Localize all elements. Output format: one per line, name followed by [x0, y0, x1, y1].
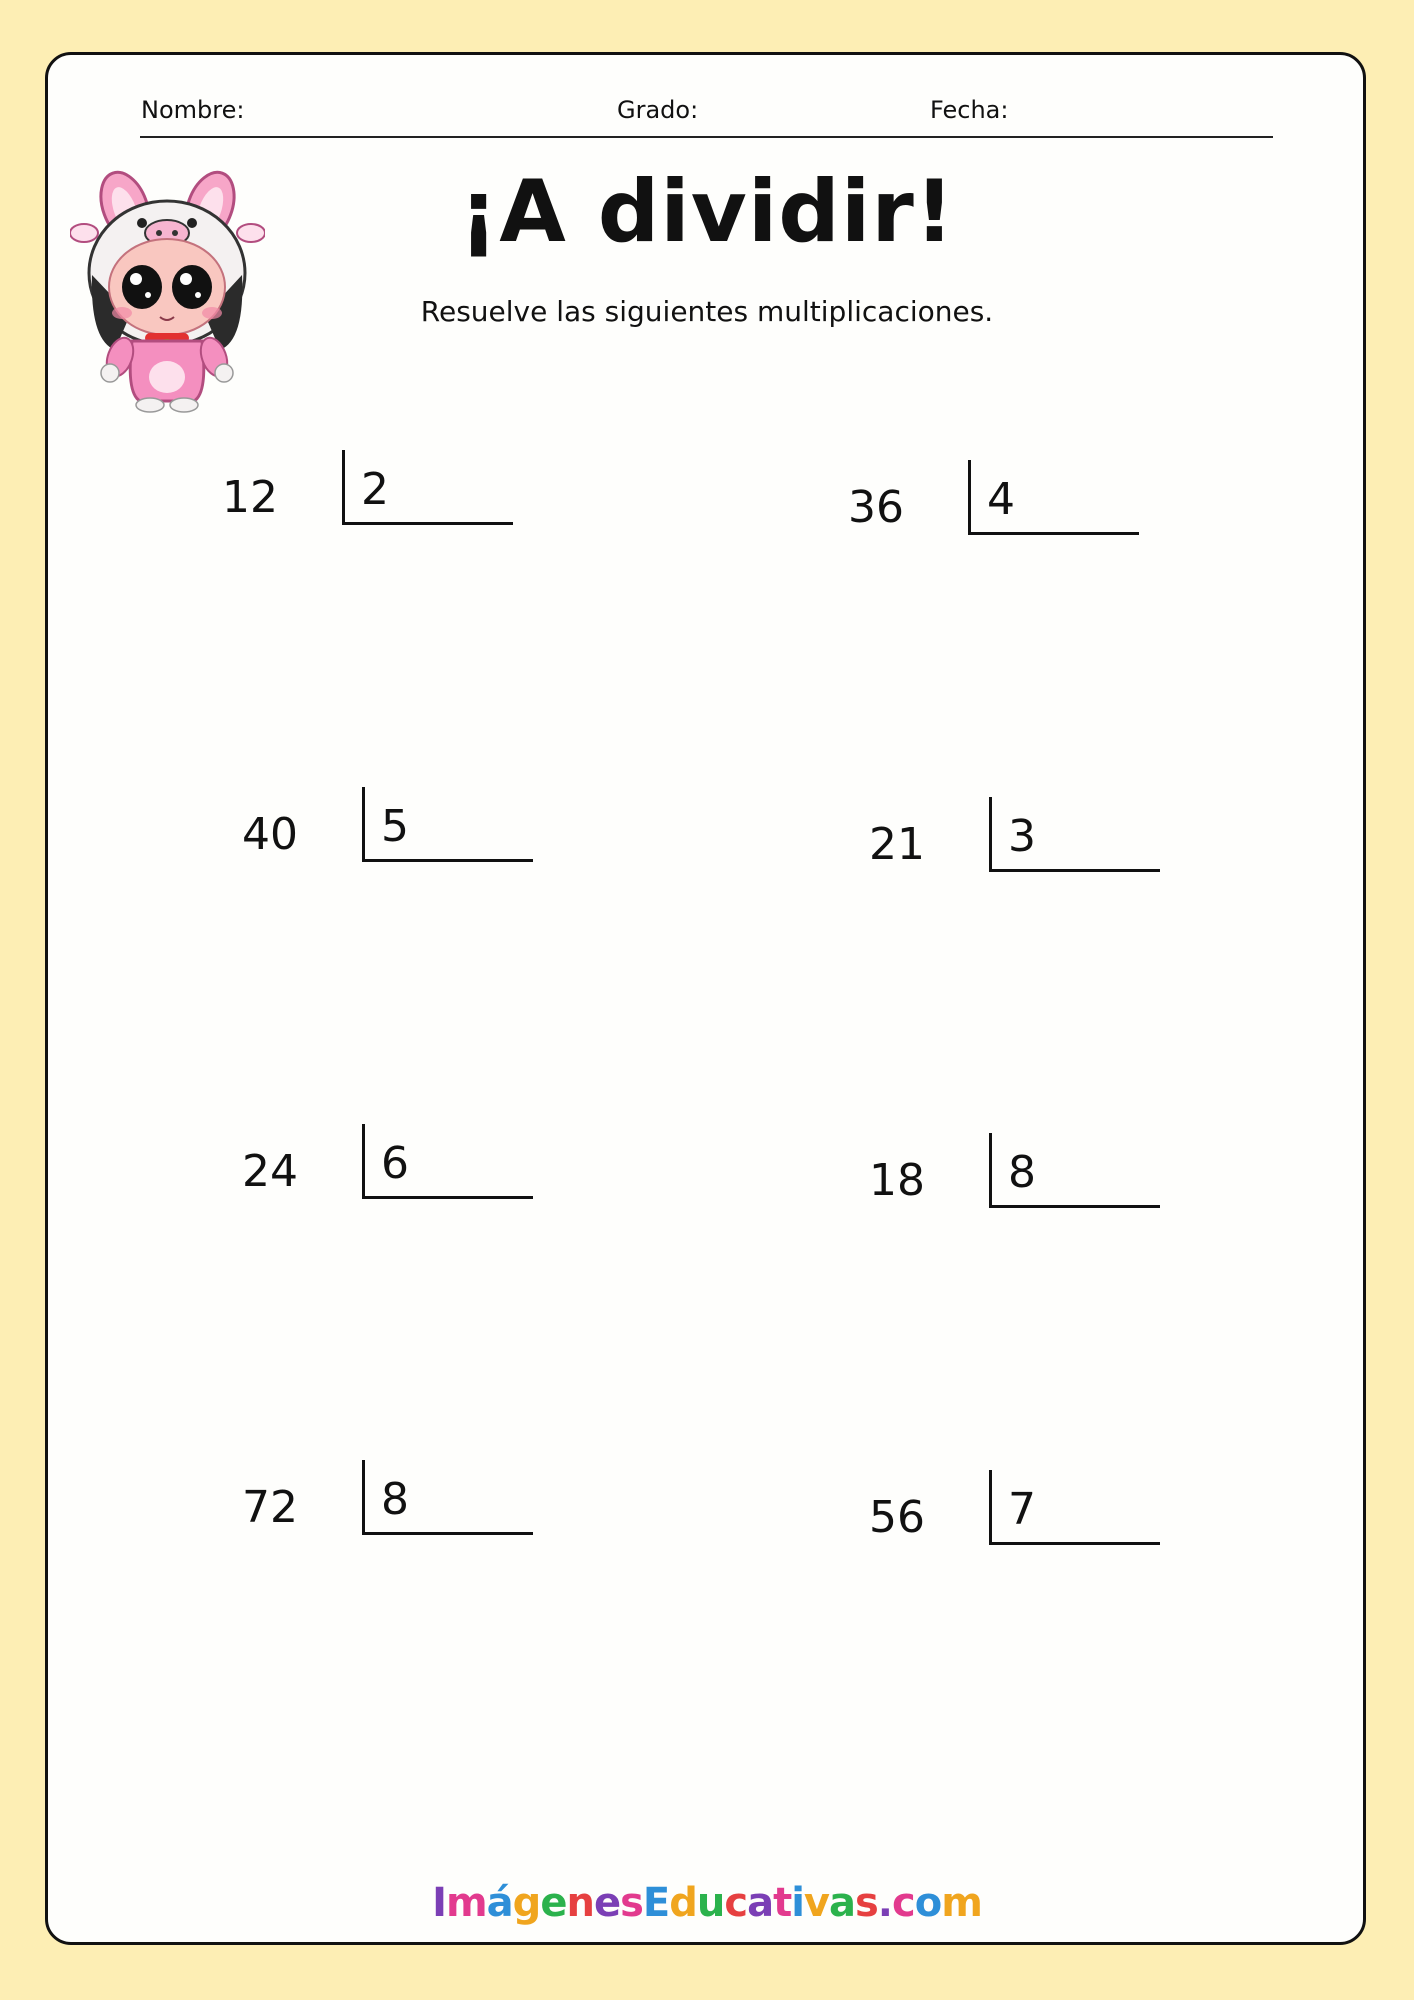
divisor: 3	[1008, 811, 1036, 862]
division-problem	[242, 1460, 562, 1550]
divisor: 8	[1008, 1147, 1036, 1198]
division-problem	[869, 1133, 1189, 1223]
dividend: 21	[869, 819, 925, 870]
page-subtitle: Resuelve las siguientes multiplicaciones.	[420, 295, 994, 328]
page-title: ¡A dividir!	[459, 162, 955, 262]
division-problem	[848, 460, 1168, 550]
divisor: 4	[987, 474, 1015, 525]
footer-site-link[interactable]	[0, 1880, 1414, 1926]
date-label: Fecha:	[930, 96, 1009, 124]
dividend: 12	[222, 472, 278, 523]
divisor: 8	[381, 1474, 409, 1525]
division-problem	[222, 450, 542, 540]
divisor: 6	[381, 1138, 409, 1189]
division-problem	[242, 1124, 562, 1214]
dividend: 40	[242, 809, 298, 860]
cow-costume-girl-icon	[70, 165, 265, 413]
name-label: Nombre:	[141, 96, 245, 124]
divisor: 5	[381, 801, 409, 852]
dividend: 18	[869, 1155, 925, 1206]
grade-label: Grado:	[617, 96, 699, 124]
dividend: 56	[869, 1492, 925, 1543]
division-problem	[869, 1470, 1189, 1560]
division-problem	[869, 797, 1189, 887]
dividend: 36	[848, 482, 904, 533]
footer-site-text: ImágenesEducativas.com	[432, 1880, 982, 1926]
divisor: 7	[1008, 1484, 1036, 1535]
dividend: 24	[242, 1146, 298, 1197]
dividend: 72	[242, 1482, 298, 1533]
divisor: 2	[361, 464, 389, 515]
header-underline	[140, 136, 1273, 138]
division-problem	[242, 787, 562, 877]
